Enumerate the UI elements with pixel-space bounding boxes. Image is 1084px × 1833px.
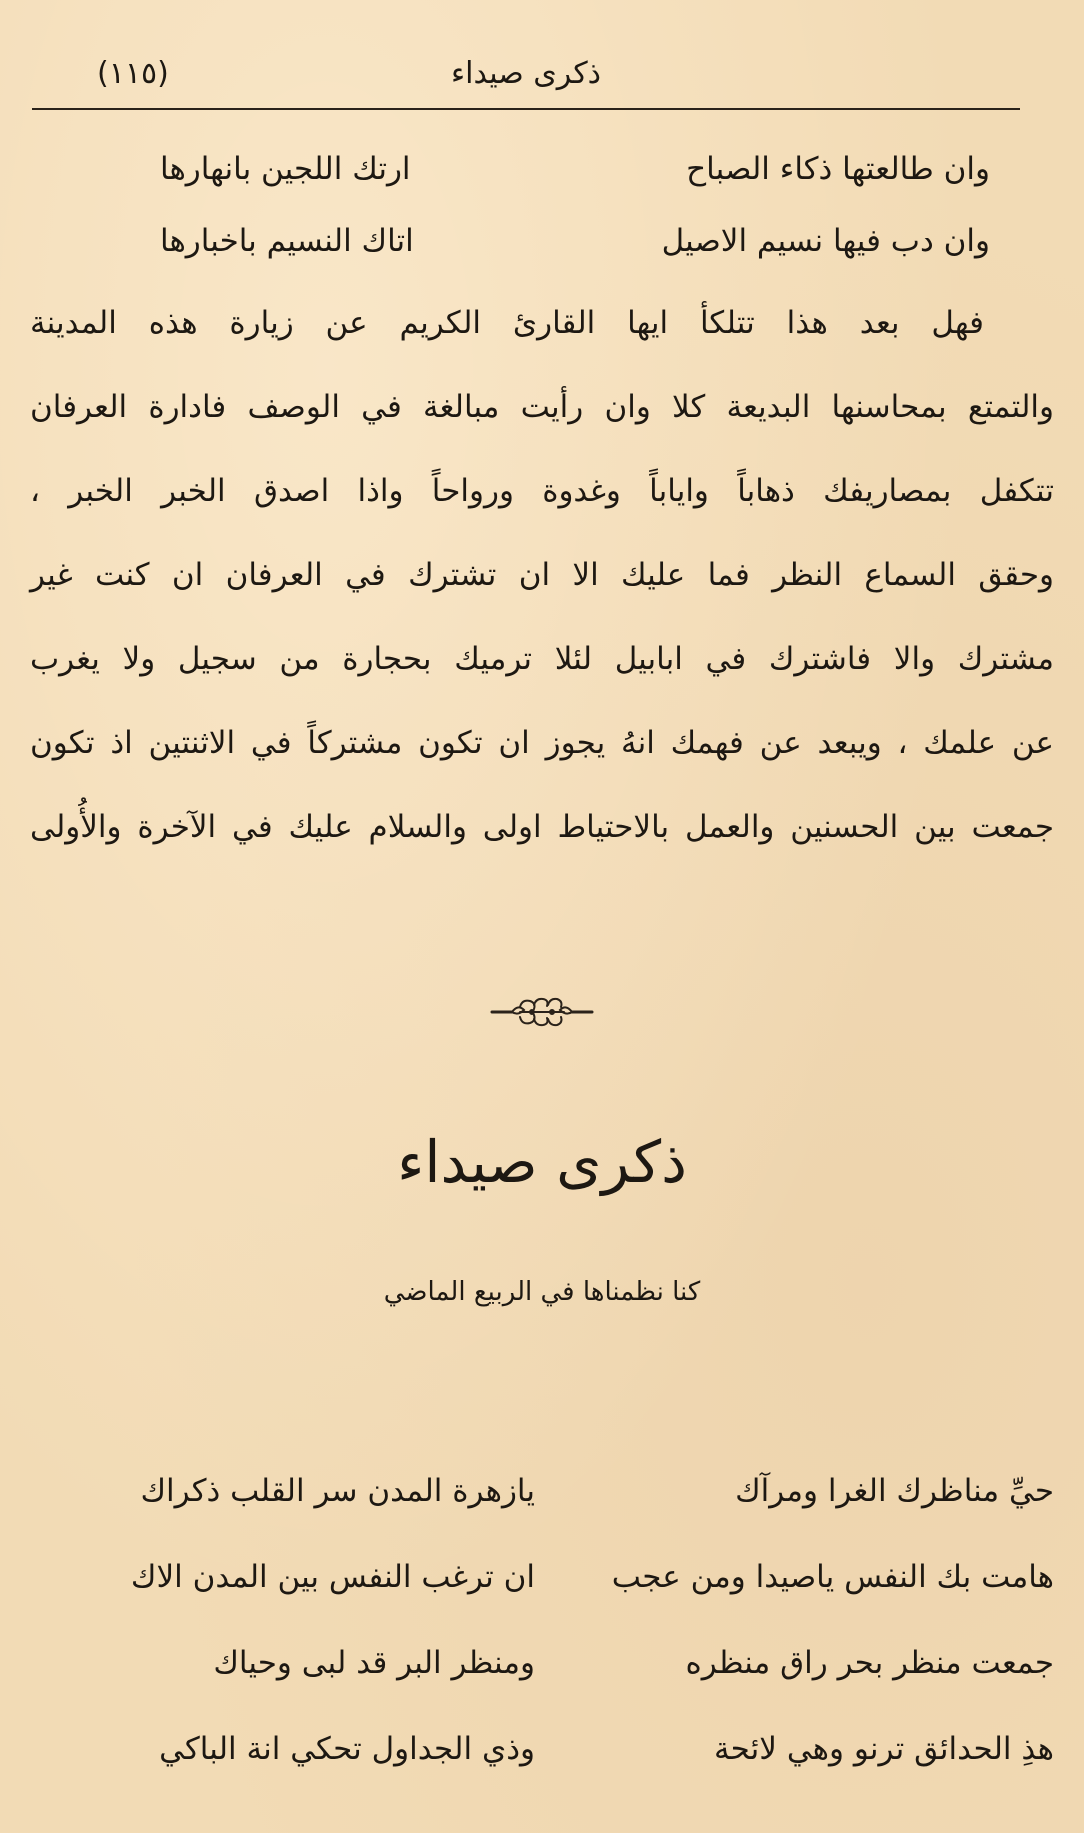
section-subtitle: كنا نظمناها في الربيع الماضي bbox=[383, 1277, 701, 1307]
prose-line: عن علمك ، ويبعد عن فهمك انهُ يجوز ان تكون مشتركاً في الاثنتين اذ تكون bbox=[30, 725, 1054, 761]
running-title: ذكرى صيداء bbox=[451, 56, 601, 91]
verse-second-hemistich: يازهرة المدن سر القلب ذكراك bbox=[140, 1473, 535, 1509]
verse-first-hemistich: جمعت منظر بحر راق منظره bbox=[685, 1645, 1054, 1681]
verse-first-hemistich: حيِّ مناظرك الغرا ومرآك bbox=[735, 1473, 1054, 1509]
poem-verse bbox=[30, 1630, 1054, 1696]
verse-second-hemistich: ومنظر البر قد لبى وحياك bbox=[213, 1645, 535, 1681]
prose-line: تتكفل بمصاريفك ذهاباً واياباً وغدوة ورواحاً واذا اصدق الخبر الخبر ، bbox=[30, 473, 1054, 509]
verse-first-hemistich: وان دب فيها نسيم الاصيل bbox=[661, 223, 990, 259]
verse-second-hemistich: ان ترغب النفس بين المدن الاك bbox=[130, 1559, 535, 1595]
prose-line: جمعت بين الحسنين والعمل بالاحتياط اولى والسلام عليك في الآخرة والأُولى bbox=[30, 809, 1054, 845]
page-number: (١١٥) bbox=[97, 56, 169, 91]
poem-verse bbox=[30, 1716, 1054, 1782]
verse-first-hemistich: وان طالعتها ذكاء الصباح bbox=[686, 151, 990, 187]
fleuron-ornament-icon bbox=[490, 995, 594, 1029]
verse-line bbox=[160, 210, 990, 272]
poem-verse bbox=[30, 1458, 1054, 1524]
verse-second-hemistich: وذي الجداول تحكي انة الباكي bbox=[159, 1731, 535, 1767]
verse-second-hemistich: اتاك النسيم باخبارها bbox=[160, 223, 414, 259]
verse-line bbox=[160, 138, 990, 200]
prose-line: فهل بعد هذا تتلكأ ايها القارئ الكريم عن زيارة هذه المدينة bbox=[30, 305, 984, 341]
prose-line: وحقق السماع النظر فما عليك الا ان تشترك في العرفان ان كنت غير bbox=[30, 557, 1054, 593]
verse-first-hemistich: هامت بك النفس ياصيدا ومن عجب bbox=[611, 1559, 1054, 1595]
prose-line: والتمتع بمحاسنها البديعة كلا وان رأيت مبالغة في الوصف فادارة العرفان bbox=[30, 389, 1054, 425]
running-header bbox=[32, 52, 1020, 102]
verse-second-hemistich: ارتك اللجين بانهارها bbox=[160, 151, 411, 187]
section-title: ذكرى صيداء bbox=[397, 1128, 687, 1196]
header-rule bbox=[32, 108, 1020, 110]
prose-line: مشترك والا فاشترك في ابابيل لئلا ترميك بحجارة من سجيل ولا يغرب bbox=[30, 641, 1054, 677]
verse-first-hemistich: هذِ الحدائق ترنو وهي لائحة bbox=[714, 1731, 1054, 1767]
poem-verse bbox=[30, 1544, 1054, 1610]
